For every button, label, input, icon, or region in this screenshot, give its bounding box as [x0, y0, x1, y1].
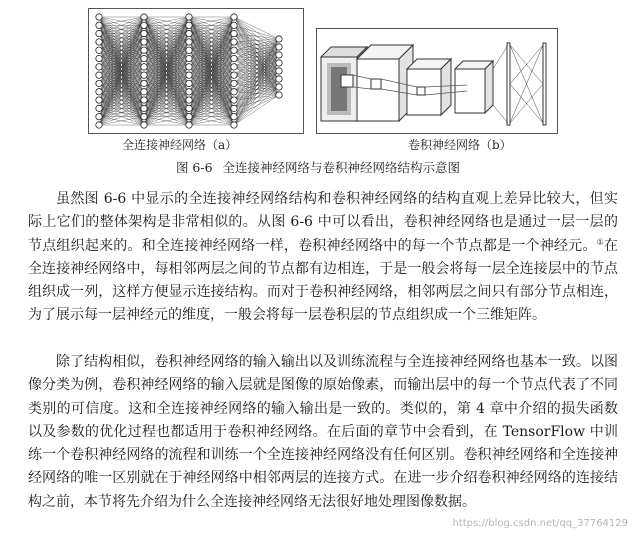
fc-node [186, 14, 192, 20]
fc-node [96, 122, 102, 128]
fc-node [231, 30, 237, 36]
convolutional-diagram [316, 28, 558, 134]
fc-node [186, 39, 192, 45]
fc-node [231, 64, 237, 70]
fc-node [96, 14, 102, 20]
fc-node [96, 105, 102, 111]
fc-node [96, 64, 102, 70]
fc-node [186, 64, 192, 70]
fc-node [231, 122, 237, 128]
fc-node [186, 47, 192, 53]
figure-caption [0, 158, 636, 176]
para1-part-b: 在全连接神经网络中，每相邻两层之间的节点都有边相连，于是一般会将每一层全连接层中的节点组织成一列，这样方便显示连接结构。而对于卷积神经网络，相邻两层之间只有部分节点相连，为了展示每一层神经元的维度，一般会将每一层卷积层的节点组织成一个三维矩阵。 [28, 237, 619, 324]
fc-node [141, 14, 147, 20]
fc-node [141, 89, 147, 95]
fc-node [231, 14, 237, 20]
fc-node [276, 76, 282, 82]
fc-node [186, 72, 192, 78]
convolutional-network-svg [317, 29, 557, 133]
fc-node [231, 113, 237, 119]
fc-node [276, 68, 282, 74]
fc-node [231, 89, 237, 95]
fc-node [186, 97, 192, 103]
fc-node [231, 105, 237, 111]
conv-volume-1 [357, 45, 413, 121]
fc-node [141, 47, 147, 53]
fc-node [141, 64, 147, 70]
fully-connected-network-svg [89, 9, 303, 133]
body-paragraph-2: 除了结构相似，卷积神经网络的输入输出以及训练流程与全连接神经网络也基本一致。以图像分类为例，卷积神经网络的输入层就是图像的原始像素，而输出层中的每一个节点代表了不同类别的可信度。这和全连接神经网络的输入输出是一致的。类似的，第 4 章中介绍的损失函数以及参数的优化过程也都适用于卷积神经网络。在后面的章节中会看到，在 TensorFlow 中训练一个卷积神经网络的流程和训练一个全连接神经网络没有任何区别。卷积神经网络和全连接神经网络的唯一区别就在于神经网络中相邻两层的连接方式。在进一步介绍卷积神经网络的连接结构之前，本节将先介绍为什么全连接神经网络无法很好地处理图像数据。 [28, 354, 618, 510]
watermark: https://blog.csdn.net/qq_37764129 [452, 518, 628, 529]
fc-node [276, 84, 282, 90]
fc-edges [493, 45, 543, 123]
figure-subcaption-a: 全连接神经网络（a） [122, 138, 238, 152]
fc-node [186, 105, 192, 111]
fc-node [186, 22, 192, 28]
fc-node [141, 39, 147, 45]
figure-caption-text: 全连接神经网络与卷积神经网络结构示意图 [222, 160, 461, 175]
fc-node [96, 113, 102, 119]
fc-node [186, 55, 192, 61]
fc-node [96, 55, 102, 61]
fc-node [96, 89, 102, 95]
fc-node [276, 36, 282, 42]
fc-node [141, 80, 147, 86]
fc-node [231, 55, 237, 61]
fc-node [141, 55, 147, 61]
fc-node [141, 72, 147, 78]
fc-node [276, 44, 282, 50]
fc-node [96, 22, 102, 28]
fc-node [231, 47, 237, 53]
body-paragraph-1 [28, 188, 618, 328]
fc-node [231, 39, 237, 45]
fc-node [96, 80, 102, 86]
footnote-marker: ① [596, 236, 605, 246]
fc-node [276, 52, 282, 58]
fc-node [276, 60, 282, 66]
fully-connected-diagram [88, 8, 304, 134]
fc-node [231, 97, 237, 103]
fc-node [141, 30, 147, 36]
fc-node [96, 47, 102, 53]
para1-part-a: 虽然图 6-6 中显示的全连接神经网络结构和卷积神经网络的结构直观上差异比较大，但实际上它们的整体架构是非常相似的。从图 6-6 中可以看出，卷积神经网络也是通过一层一层的节点组织起来的。和全连接神经网络一样，卷积神经网络中的每一个节点都是一个神经元。 [28, 191, 618, 254]
fc-node [186, 80, 192, 86]
fc-node [186, 30, 192, 36]
fc-node [231, 80, 237, 86]
fc-node [186, 122, 192, 128]
fc-node [141, 105, 147, 111]
figure-number: 图 6-6 [175, 160, 213, 175]
fc-node [141, 113, 147, 119]
fc-node [96, 39, 102, 45]
fc-node [186, 89, 192, 95]
conv-volume-3 [455, 61, 493, 113]
fc-node [231, 22, 237, 28]
fc-node [231, 72, 237, 78]
fc-node [96, 72, 102, 78]
fc-node [276, 92, 282, 98]
fc-node [96, 30, 102, 36]
fc-node [186, 113, 192, 119]
fc-node [141, 97, 147, 103]
fc-node [141, 22, 147, 28]
figure-subcaption-b: 卷积神经网络（b） [408, 138, 512, 152]
fc-node [96, 97, 102, 103]
fc-node [141, 122, 147, 128]
